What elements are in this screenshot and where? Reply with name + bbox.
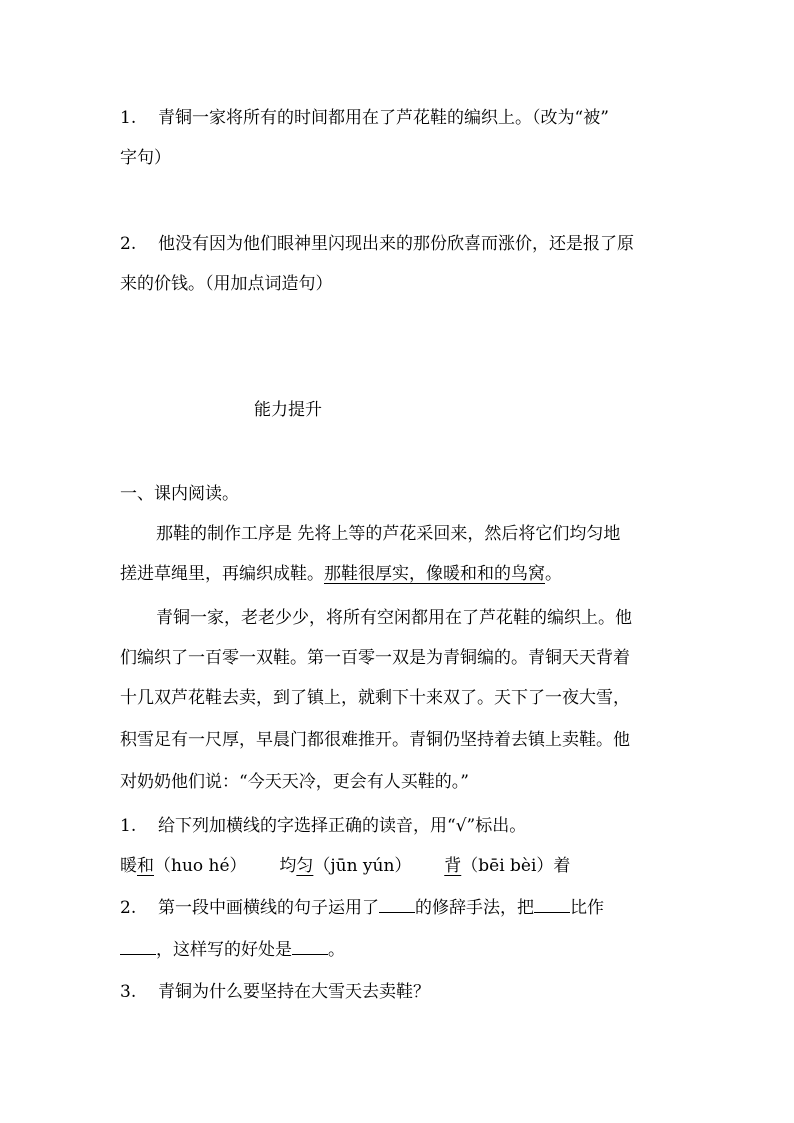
- question-1-line-2: [120, 146, 171, 170]
- passage-text: 搓进草绳里，再编织成鞋。: [120, 564, 324, 584]
- question-2-line-2: [120, 272, 333, 296]
- target-char: 背: [444, 856, 462, 876]
- pinyin-options: [120, 854, 570, 878]
- exercise-3-number: 3.: [120, 982, 137, 1002]
- passage-text: 。: [545, 564, 562, 584]
- pinyin-choices[interactable]: （jūn yún）: [313, 856, 412, 876]
- answer-blank[interactable]: [292, 938, 328, 955]
- question-1-number: 1.: [120, 108, 137, 128]
- passage-line: [120, 562, 562, 586]
- pinyin-item: 暖和（huo hé）: [120, 856, 247, 876]
- passage-line: 对奶奶他们说：“今天天冷，更会有人买鞋的。”: [120, 772, 469, 792]
- pinyin-choices[interactable]: （huo hé）: [154, 856, 247, 876]
- question-2-text: 他没有因为他们眼神里闪现出来的那份欣喜而涨价，还是报了原: [158, 234, 634, 254]
- answer-blank[interactable]: [379, 896, 415, 913]
- exercise-1: [120, 814, 526, 838]
- exercise-1-number: 1.: [120, 816, 137, 836]
- question-2-line-1: [120, 232, 634, 256]
- question-1-line-1: [120, 106, 609, 130]
- exercise-1-text: 给下列加横线的字选择正确的读音，用“√”标出。: [158, 816, 527, 836]
- question-1-text: 青铜一家将所有的时间都用在了芦花鞋的编织上。（改为“被”: [158, 108, 609, 128]
- answer-blank[interactable]: [120, 938, 156, 955]
- passage-line: 青铜一家，老老少少，将所有空闲都用在了芦花鞋的编织上。他: [156, 608, 632, 628]
- question-2-number: 2.: [120, 234, 137, 254]
- section-title: 能力提升: [254, 400, 322, 420]
- passage-line: 那鞋的制作工序是 先将上等的芦花采回来，然后将它们均匀地: [156, 524, 621, 544]
- question-2-text-cont: 来的价钱。（用加点词造句）: [120, 274, 333, 294]
- pinyin-item: 均匀（jūn yún）: [279, 856, 412, 876]
- exercise-3-text: 青铜为什么要坚持在大雪天去卖鞋？: [158, 982, 430, 1002]
- exercise-2-line-2: ，这样写的好处是 。: [120, 938, 345, 962]
- question-1-text-cont: 字句）: [120, 148, 171, 168]
- passage-line: 们编织了一百零一双鞋。第一百零一双是为青铜编的。青铜天天背着: [120, 648, 630, 668]
- underlined-sentence: 那鞋很厚实，像暖和和的鸟窝: [324, 564, 545, 584]
- target-char: 和: [137, 856, 154, 876]
- part-heading: 一、课内阅读。: [120, 484, 239, 504]
- answer-blank[interactable]: [534, 896, 570, 913]
- pinyin-choices[interactable]: （bēi bèi）: [461, 856, 554, 876]
- exercise-2-number: 2.: [120, 898, 137, 918]
- exercise-3: [120, 980, 430, 1004]
- passage-line: 十几双芦花鞋去卖，到了镇上，就剩下十来双了。天下了一夜大雪，: [120, 688, 630, 708]
- passage-line: 积雪足有一尺厚，早晨门都很难推开。青铜仍坚持着去镇上卖鞋。他: [120, 730, 630, 750]
- pinyin-item: 背（bēi bèi）着: [444, 856, 571, 876]
- target-char: 匀: [296, 856, 314, 876]
- exercise-2-line-1: 2. 第一段中画横线的句子运用了 的修辞手法，把 比作: [120, 898, 604, 918]
